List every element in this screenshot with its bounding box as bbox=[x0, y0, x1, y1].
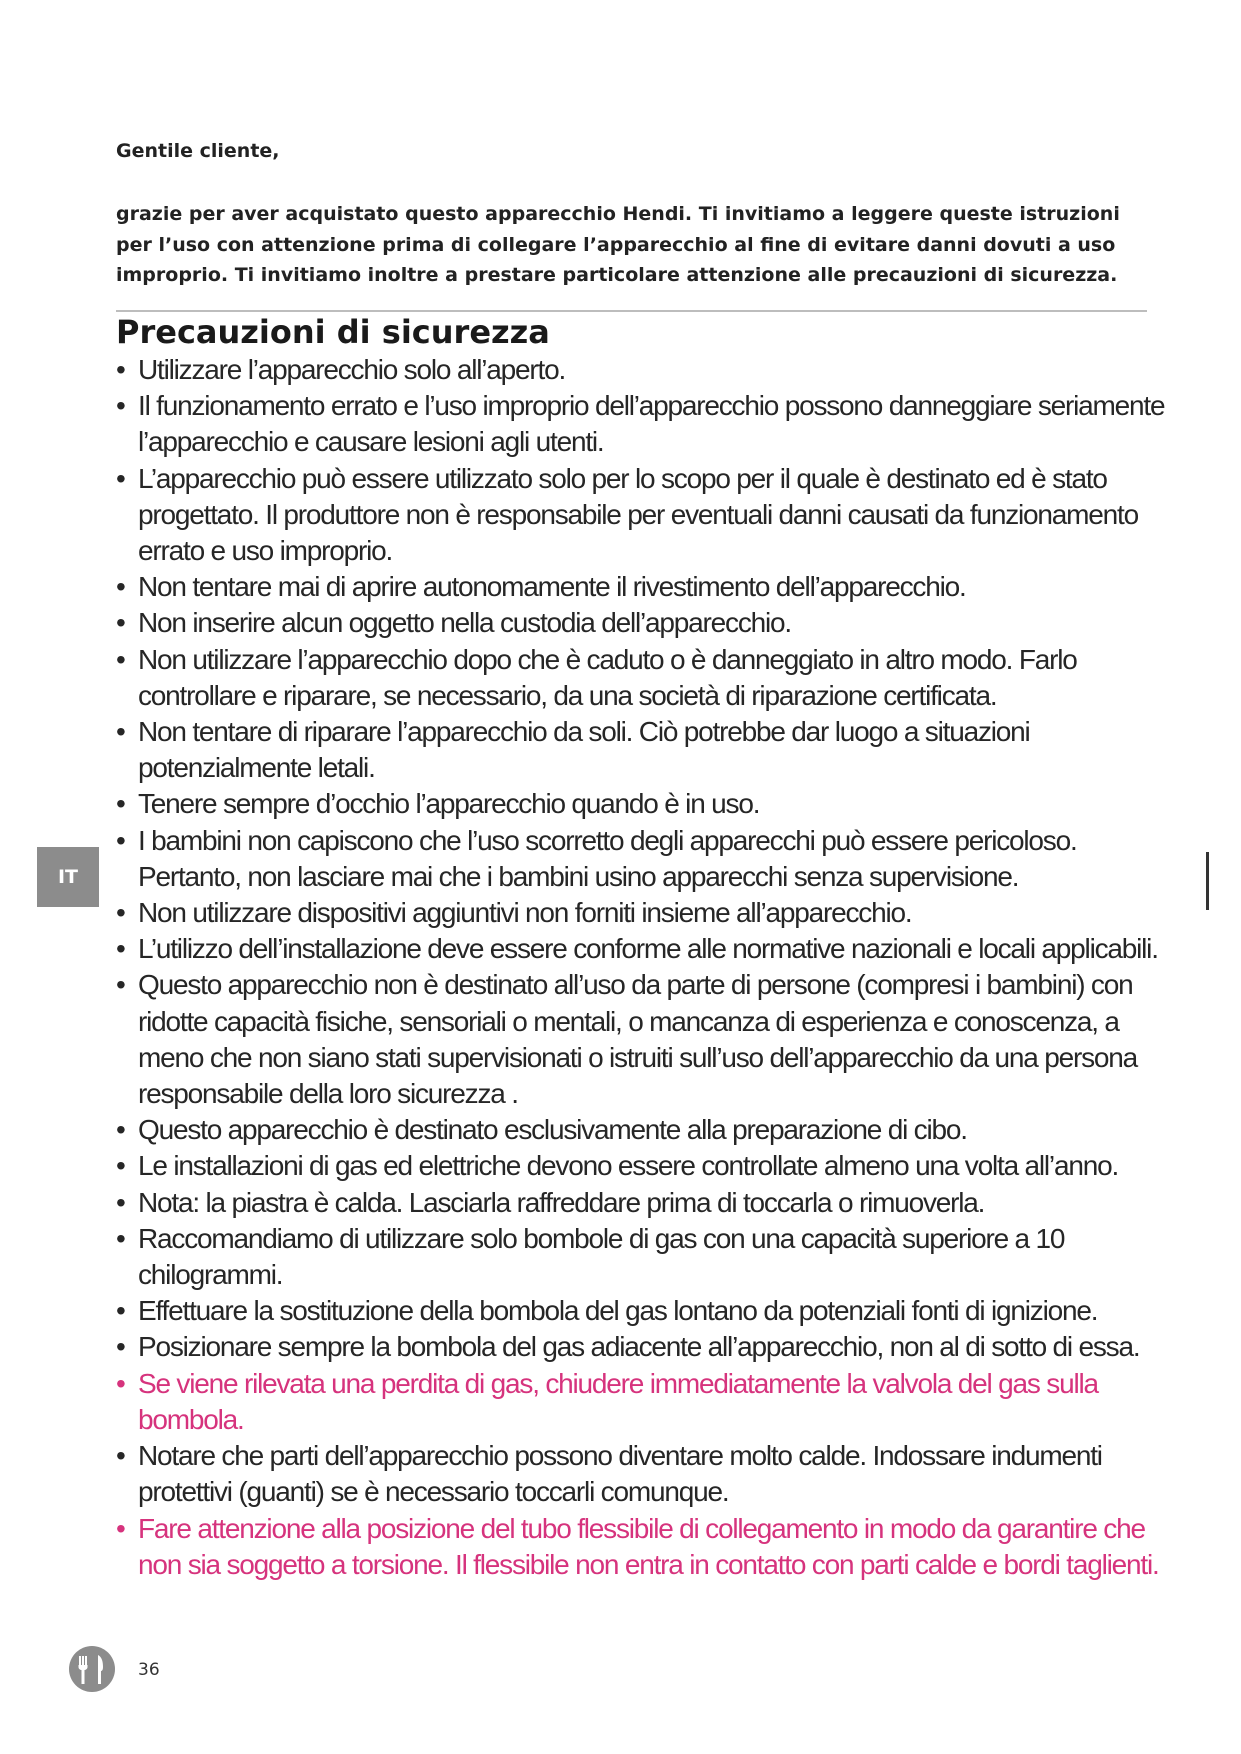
list-item-warning bbox=[116, 1366, 1166, 1438]
list-item-text: Tenere sempre d’occhio l’apparecchio quando è in uso. bbox=[138, 788, 760, 820]
bullet-icon: • bbox=[116, 788, 125, 820]
page-number: 36 bbox=[138, 1660, 160, 1680]
list-item-text: Fare attenzione alla posizione del tubo flessibile di collegamento in modo da garantire che non sia soggetto a torsione. Il flessibile non entra in contatto con parti calde e bordi taglienti. bbox=[138, 1512, 1159, 1580]
list-item bbox=[116, 714, 1166, 786]
list-item-text: Non utilizzare l’apparecchio dopo che è caduto o è danneggiato in altro modo. Farlo controllare e riparare, se necessario, da una società di riparazione certificata. bbox=[138, 643, 1077, 711]
section-title: Precauzioni di sicurezza bbox=[116, 313, 550, 351]
bullet-icon: • bbox=[116, 1440, 125, 1472]
list-item-text: Utilizzare l’apparecchio solo all’aperto. bbox=[138, 354, 566, 385]
cutlery-logo-icon bbox=[68, 1645, 116, 1693]
list-item-text: Posizionare sempre la bombola del gas adiacente all’apparecchio, non al di sotto di essa. bbox=[138, 1331, 1140, 1363]
bullet-icon: • bbox=[116, 933, 125, 965]
bullet-icon: • bbox=[116, 390, 125, 422]
list-item bbox=[116, 605, 1166, 641]
safety-list bbox=[116, 352, 1166, 1583]
list-item bbox=[116, 1112, 1166, 1148]
greeting: Gentile cliente, bbox=[116, 140, 280, 162]
bullet-icon: • bbox=[116, 1367, 125, 1399]
bullet-icon: • bbox=[116, 716, 125, 748]
list-item bbox=[116, 823, 1166, 895]
list-item-text: I bambini non capiscono che l’uso scorretto degli apparecchi può essere pericoloso. Pertanto, non lasciare mai che i bambini usino apparecchi senza supervisione. bbox=[138, 824, 1077, 892]
bullet-icon: • bbox=[116, 643, 125, 675]
bullet-icon: • bbox=[116, 462, 125, 494]
language-tab: IT bbox=[37, 847, 99, 907]
bullet-icon: • bbox=[116, 354, 125, 385]
bullet-icon: • bbox=[116, 607, 125, 639]
bullet-icon: • bbox=[116, 897, 125, 929]
list-item-text: L’utilizzo dell’installazione deve essere conforme alle normative nazionali e locali applicabili. bbox=[138, 933, 1158, 965]
bullet-icon: • bbox=[116, 1186, 125, 1218]
list-item bbox=[116, 1185, 1166, 1221]
bullet-icon: • bbox=[116, 1222, 125, 1254]
list-item bbox=[116, 461, 1166, 570]
list-item bbox=[116, 931, 1166, 967]
list-item-text: Effettuare la sostituzione della bombola del gas lontano da potenziali fonti di ignizione. bbox=[138, 1295, 1098, 1327]
list-item-text: Notare che parti dell’apparecchio possono diventare molto calde. Indossare indumenti protettivi (guanti) se è necessario toccarli comunque. bbox=[138, 1440, 1102, 1508]
list-item bbox=[116, 786, 1166, 822]
list-item bbox=[116, 642, 1166, 714]
list-item-warning bbox=[116, 1511, 1166, 1583]
intro-paragraph: grazie per aver acquistato questo apparecchio Hendi. Ti invitiamo a leggere queste istruzioni per l’uso con attenzione prima di collegare l’apparecchio al fine di evitare danni dovuti a uso improprio. Ti invitiamo inoltre a prestare particolare attenzione alle precauzioni di sicurezza. bbox=[116, 203, 1120, 286]
bullet-icon: • bbox=[116, 1295, 125, 1327]
list-item bbox=[116, 352, 1166, 388]
list-item-text: L’apparecchio può essere utilizzato solo per lo scopo per il quale è destinato ed è stato progettato. Il produttore non è responsabile per eventuali danni causati da funzionamento errato e uso improprio. bbox=[138, 462, 1138, 567]
list-item-text: Questo apparecchio non è destinato all’uso da parte di persone (compresi i bambini) con ridotte capacità fisiche, sensoriali o mentali, o mancanza di esperienza e conoscenza, a meno che non siano stati supervisionati o istruiti sull’uso dell’apparecchio da una persona responsabile della loro sicurezza . bbox=[138, 969, 1138, 1110]
bullet-icon: • bbox=[116, 571, 125, 603]
list-item-text: Se viene rilevata una perdita di gas, chiudere immediatamente la valvola del gas sulla bombola. bbox=[138, 1367, 1098, 1435]
bullet-icon: • bbox=[116, 824, 125, 856]
bullet-icon: • bbox=[116, 1331, 125, 1363]
side-marker bbox=[1206, 852, 1209, 910]
list-item bbox=[116, 1329, 1166, 1365]
list-item-text: Le installazioni di gas ed elettriche devono essere controllate almeno una volta all’anno. bbox=[138, 1150, 1119, 1182]
bullet-icon: • bbox=[116, 969, 125, 1001]
bullet-icon: • bbox=[116, 1114, 125, 1146]
bullet-icon: • bbox=[116, 1150, 125, 1182]
list-item-text: Il funzionamento errato e l’uso improprio dell’apparecchio possono danneggiare seriamente l’apparecchio e causare lesioni agli utenti. bbox=[138, 390, 1165, 458]
divider bbox=[116, 310, 1147, 312]
list-item-text: Nota: la piastra è calda. Lasciarla raffreddare prima di toccarla o rimuoverla. bbox=[138, 1186, 985, 1218]
list-item bbox=[116, 1293, 1166, 1329]
list-item bbox=[116, 1438, 1166, 1510]
bullet-icon: • bbox=[116, 1512, 125, 1544]
list-item bbox=[116, 895, 1166, 931]
list-item-text: Non tentare mai di aprire autonomamente il rivestimento dell’apparecchio. bbox=[138, 571, 966, 603]
list-item bbox=[116, 569, 1166, 605]
list-item bbox=[116, 967, 1166, 1112]
list-item bbox=[116, 388, 1166, 460]
list-item-text: Raccomandiamo di utilizzare solo bombole di gas con una capacità superiore a 10 chilogrammi. bbox=[138, 1222, 1065, 1291]
list-item-text: Non inserire alcun oggetto nella custodia dell’apparecchio. bbox=[138, 607, 791, 639]
list-item bbox=[116, 1148, 1166, 1184]
list-item-text: Non utilizzare dispositivi aggiuntivi non forniti insieme all’apparecchio. bbox=[138, 897, 912, 929]
list-item-text: Questo apparecchio è destinato esclusivamente alla preparazione di cibo. bbox=[138, 1114, 967, 1146]
list-item bbox=[116, 1221, 1166, 1293]
list-item-text: Non tentare di riparare l’apparecchio da soli. Ciò potrebbe dar luogo a situazioni potenzialmente letali. bbox=[138, 716, 1030, 784]
